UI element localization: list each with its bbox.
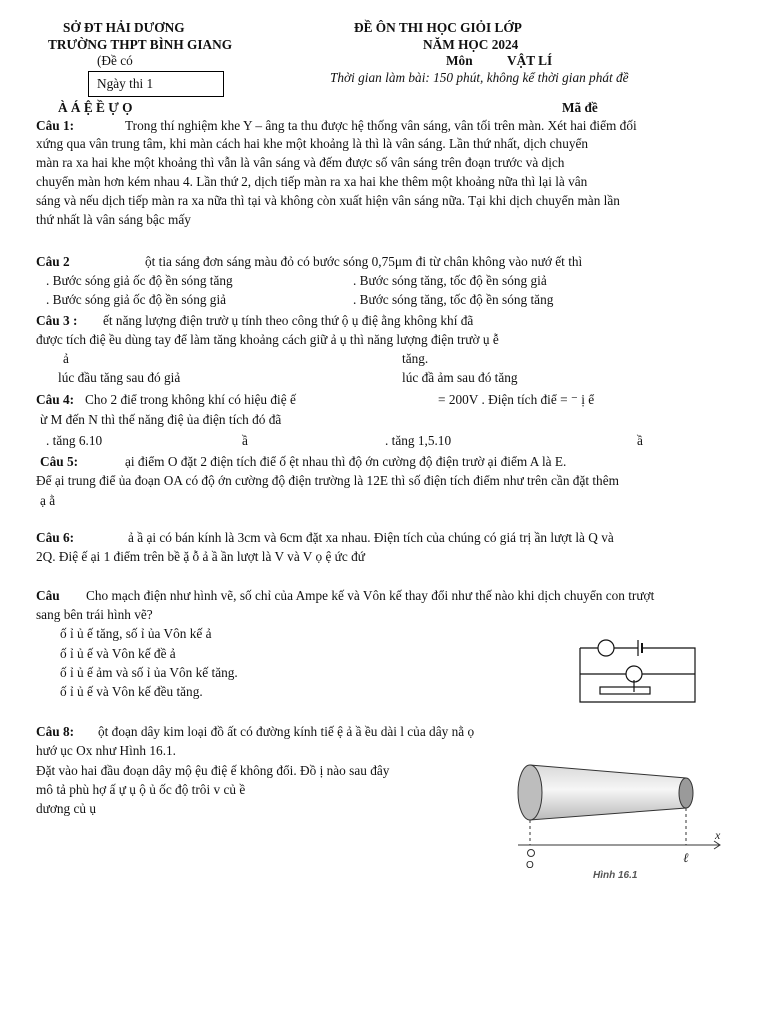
q8-line: hướ ục Ox như Hình 16.1. [36,743,177,758]
q1-line: thứ nhất là vân sáng bậc mấy [36,212,191,227]
q7-option-c: ố ỉ ủ ế ảm và số ỉ ủa Vôn kế tăng. [60,665,238,680]
q6-line: 2Q. Điệ ế ại 1 điểm trên bề ặ ỗ ả ầ ần lượt là V và V ọ ệ ức đứ [36,549,365,564]
q1-label: Câu 1: [36,118,75,133]
q4-option-a-unit: ầ [242,433,248,448]
q4-line: ừ M đến N thì thế năng điệ ủa điện tích đó đã [40,412,282,427]
q7-option-a: ố ỉ ủ ế tăng, số ỉ ủa Vôn kế ả [60,626,212,641]
school-name: TRƯỜNG THPT BÌNH GIANG [48,37,233,52]
q1-line: chuyển màn hơn kém nhau 4. Lần thứ 2, dịch tiếp màn ra xa hai khe thêm một khoảng nữa thì lại là vân [36,174,588,189]
q1-line: xứng qua vân trung tâm, khi màn cách hai khe một khoảng là thì là vân sáng. Lần thứ nhất, dịch chuyển [36,136,589,151]
q6-label: Câu 6: [36,530,75,545]
school-year: NĂM HỌC 2024 [423,37,519,52]
q3-line: được tích điệ ều dùng tay để làm tăng khoảng cách giữ ả ụ thì năng lượng điện trườ ụ ễ [36,332,499,347]
length-label: ℓ [683,850,689,865]
q2-option-d: . Bước sóng tăng, tốc độ ền sóng tăng [353,292,554,307]
q3-line: ết năng lượng điện trườ ụ tính theo công thứ ộ ụ điệ ằng không khí đã [103,313,474,328]
q4-option-b-unit: ầ [637,433,643,448]
page-count-note: (Đề có [97,53,133,68]
q7-option-d: ố ỉ ủ ế và Vôn kế đều tăng. [60,684,203,699]
subject-name: VẬT LÍ [507,53,553,68]
q4-option-b: . tăng 1,5.10 [385,433,452,448]
q3-option-c: lúc đầu tăng sau đó giả [58,370,181,385]
q8-line: ột đoạn dây kim loại đồ ất có đường kính tiế ệ ả ầ ều dài l của dây nằ ọ [98,724,475,739]
q7-line: sang bên trái hình vẽ? [36,607,153,622]
q3-label: Câu 3 : [36,313,78,328]
q8-line: mô tả phù hợ ấ ự ụ ộ ủ ốc độ trôi v củ ề [36,782,246,797]
subject-label: Môn [446,53,473,68]
q1-line: Trong thí nghiệm khe Y – âng ta thu được hệ thống vân sáng, vân tối trên màn. Xét hai điểm đối [125,118,637,133]
q5-label: Câu 5: [40,454,79,469]
exam-date: Ngày thi 1 [97,76,154,91]
q8-line: dương củ ụ [36,801,97,816]
q4-option-a: . tăng 6.10 [46,433,103,448]
exam-code-label: Mã đề [562,100,598,115]
q3-option-a: ả [63,351,69,366]
q4-line: = 200V . Điện tích điể = ⁻ ị ể [438,392,595,407]
q5-line: Để ại trung điể ủa đoạn OA có độ ớn cường độ điện trường là 12E thì số điện tích điểm như trên cần đặt thêm [36,473,619,488]
time-limit: Thời gian làm bài: 150 phút, không kể thời gian phát đề [330,70,629,85]
dept-name: SỞ ĐT HẢI DƯƠNG [63,20,185,35]
q7-label: Câu [36,588,60,603]
figure-caption: Hình 16.1 [593,870,638,881]
header-fragments: À Á Ệ Ề Ự Ọ [58,100,133,115]
q2-label: Câu 2 [36,254,70,269]
q2-option-c: . Bước sóng giả ốc độ ền sóng giả [46,292,227,307]
q4-line: Cho 2 điể trong không khí có hiệu điệ ế [85,392,296,407]
q1-line: màn ra xa hai khe một khoảng thì vẫn là vân sáng và đếm được số vân sáng trên đoạn trước và dịch [36,155,565,170]
q2-option-a: . Bước sóng giả ốc độ ền sóng tăng [46,273,233,288]
q5-line: ạ ằ [40,493,56,508]
q2-option-b: . Bước sóng tăng, tốc độ ền sóng giả [353,273,547,288]
origin-label: O [526,860,534,871]
q6-line: ả ầ ại có bán kính là 3cm và 6cm đặt xa nhau. Điện tích của chúng có giá trị ần lượt là Q và [128,530,614,545]
q8-label: Câu 8: [36,724,75,739]
axis-x-label: x [715,828,721,842]
q3-option-d: lúc đầ ảm sau đó tăng [402,370,518,385]
q7-option-b: ố ỉ ủ ế và Vôn kế đề ả [60,646,176,661]
q8-line: Đặt vào hai đầu đoạn dây mộ ệu điệ ế không đổi. Đồ ị nào sau đây [36,763,390,778]
q3-option-b: tăng. [402,351,429,366]
exam-title: ĐỀ ÔN THI HỌC GIỎI LỚP [354,20,522,35]
q4-label: Câu 4: [36,392,75,407]
q5-line: ại điểm O đặt 2 điện tích điể ố ệt nhau thì độ ớn cường độ điện trườ ại điểm A là E. [125,454,567,469]
q2-line: ột tia sáng đơn sáng màu đỏ có bước sóng 0,75μm đi từ chân không vào nướ ết thì [145,254,583,269]
q7-line: Cho mạch điện như hình vẽ, số chỉ của Ampe kế và Vôn kế thay đổi như thế nào khi dịch chuyển con trượt [86,588,655,603]
q1-line: sáng và nếu dịch tiếp màn ra xa nữa thì tại và không còn xuất hiện vân sáng nữa. Tại khi dịch chuyển màn lần [36,193,620,208]
